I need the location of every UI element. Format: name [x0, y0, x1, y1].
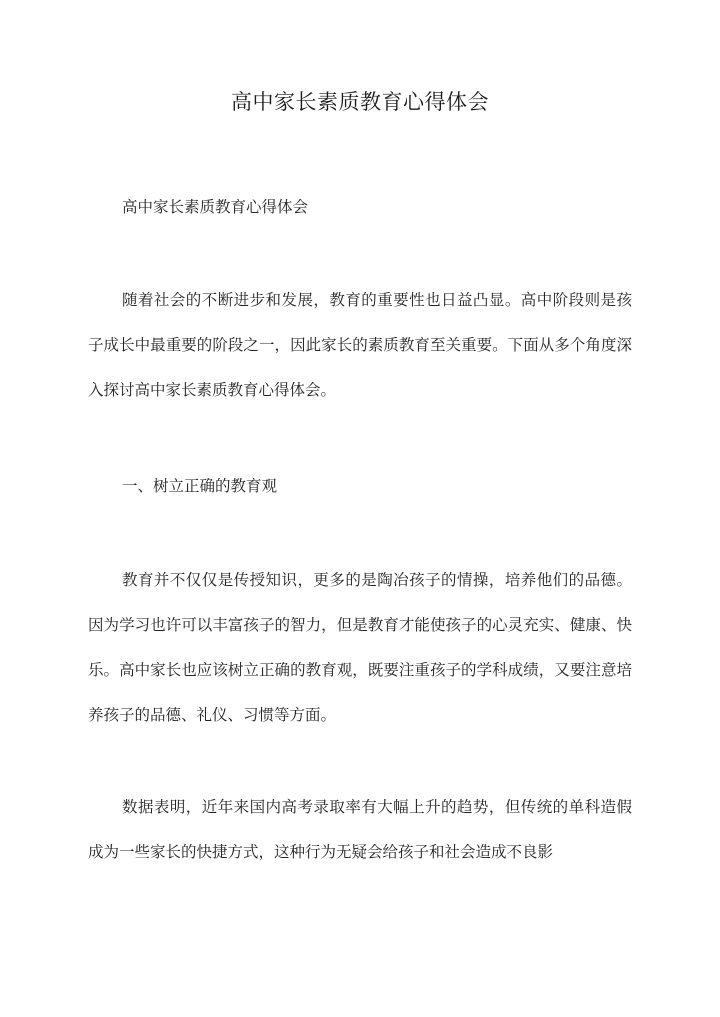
- document-title: 高中家长素质教育心得体会: [231, 90, 489, 114]
- intro-paragraph: 随着社会的不断进步和发展，教育的重要性也日益凸显。高中阶段则是孩子成长中最重要的阶段之一，因此家长的素质教育至关重要。下面从多个角度深入探讨高中家长素质教育心得体会。: [88, 291, 632, 399]
- section-1-paragraph: 教育并不仅仅是传授知识，更多的是陶冶孩子的情操，培养他们的品德。因为学习也许可以丰富孩子的智力，但是教育才能使孩子的心灵充实、健康、快乐。高中家长也应该树立正确的教育观，既要注重孩子的学科成绩，又要注意培养孩子的品德、礼仪、习惯等方面。: [88, 571, 632, 724]
- section-heading-1: 一、树立正确的教育观: [122, 477, 278, 495]
- document-subtitle: 高中家长素质教育心得体会: [122, 198, 309, 216]
- section-1-data-paragraph: 数据表明，近年来国内高考录取率有大幅上升的趋势，但传统的单科造假成为一些家长的快捷方式，这种行为无疑会给孩子和社会造成不良影: [88, 798, 632, 861]
